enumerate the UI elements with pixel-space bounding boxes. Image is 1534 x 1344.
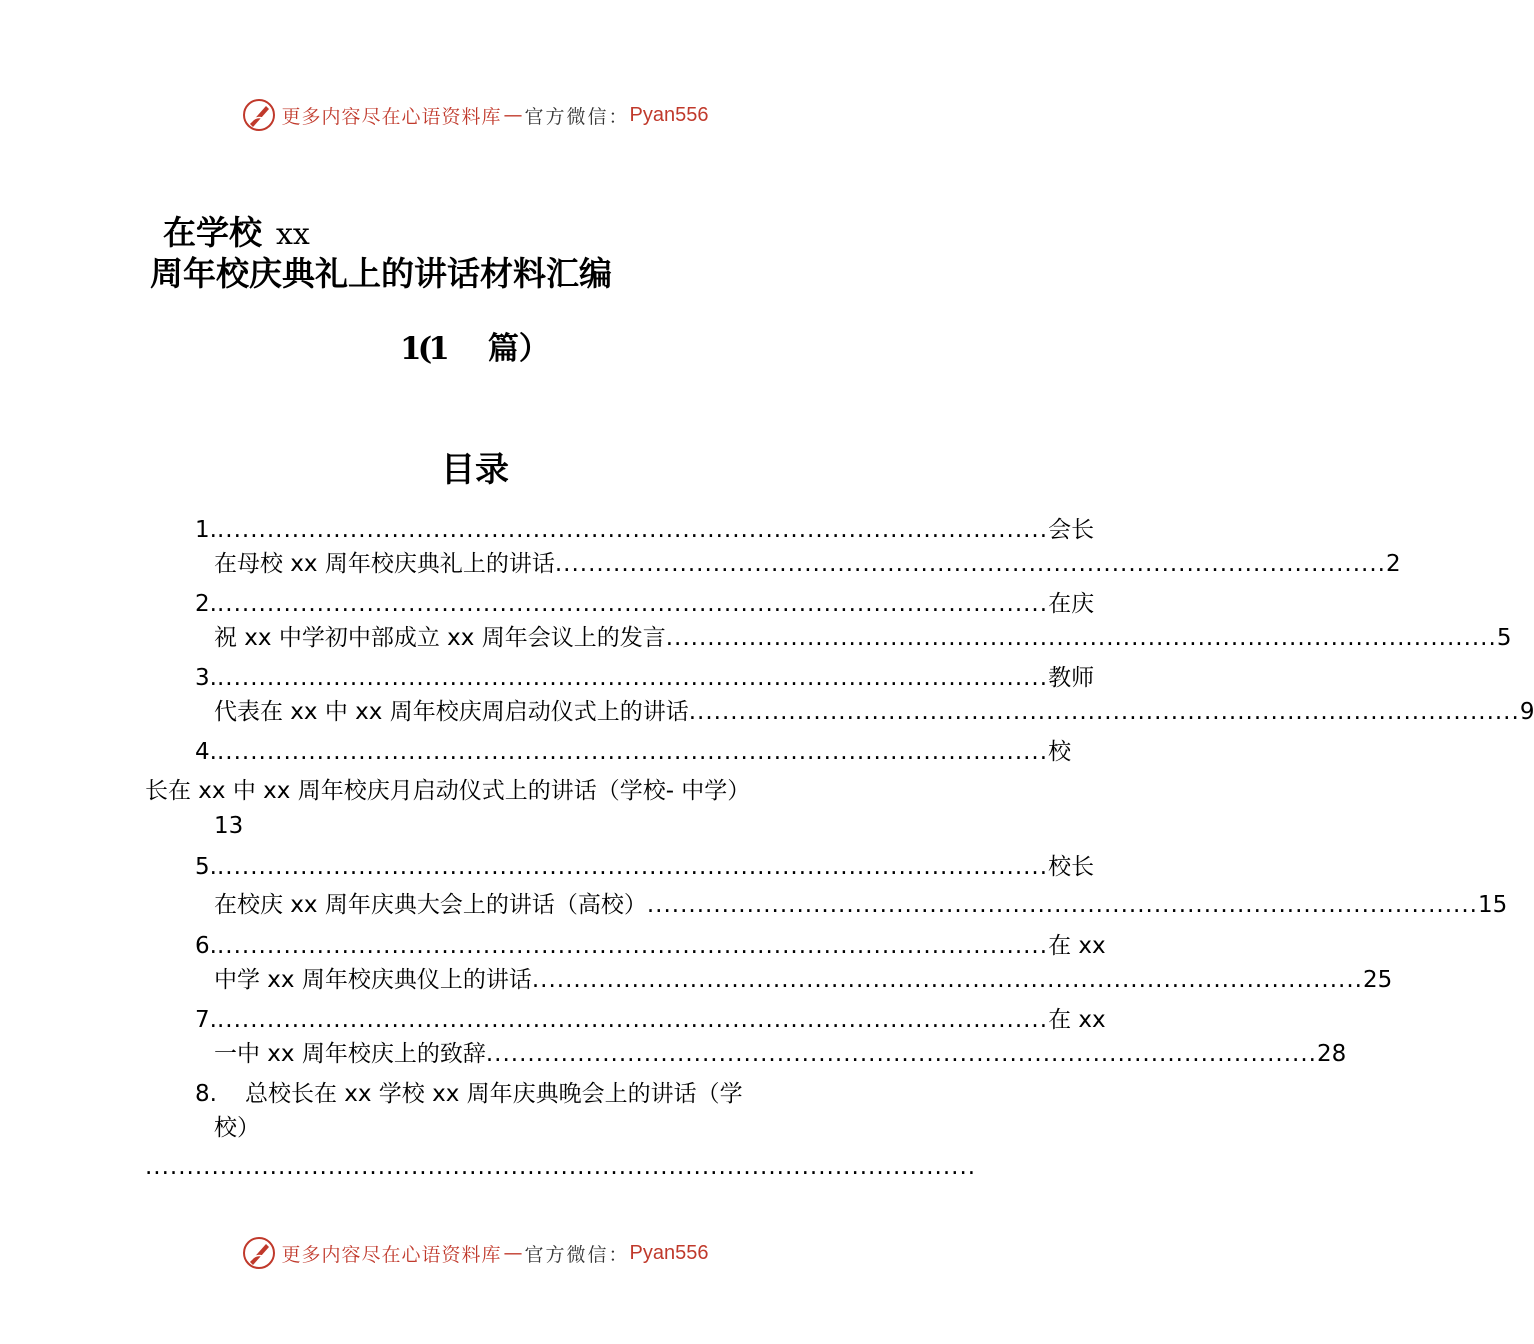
quill-logo-icon [242,1236,276,1270]
toc-text: 会长 [1048,517,1095,543]
banner-official: 官方微信： [524,1243,630,1266]
dot-leader: .................................................................................................... [485,1041,1317,1067]
dot-leader: .................................................................................................... [216,933,1049,959]
toc-text: 教师 [1048,665,1095,691]
toc-entry-6-line-2[interactable] [214,965,1393,995]
dot-leader: .................................................................................................... [554,551,1386,577]
toc-entry-7-line-1[interactable] [195,1005,1106,1035]
title-line-2: 周年校庆典礼上的讲话材料汇编 [150,254,612,293]
banner-text: 更多内容尽在心语资料库 [281,105,502,128]
banner-separator: — [503,104,523,126]
title-xx: xx [276,217,310,252]
toc-num: 6. [195,933,217,959]
toc-text: 在庆 [1048,591,1095,617]
toc-entry-8-line-2[interactable]: 校） [214,1115,260,1141]
toc-text: 一中 xx 周年校庆上的致辞 [214,1041,486,1067]
toc-entry-8-line-1[interactable] [195,1079,743,1109]
toc-num: 4. [195,739,217,765]
toc-entry-7-line-2[interactable] [214,1039,1347,1069]
toc-entry-1-line-1[interactable] [195,515,1095,545]
toc-entry-5-line-2[interactable] [214,890,1508,920]
toc-text: 中学 xx 周年校庆典仪上的讲话 [214,967,532,993]
banner-wechat-id: Pyan556 [629,1241,709,1264]
toc-num: 2. [195,591,217,617]
quill-logo-icon [242,98,276,132]
toc-text: 在 xx [1048,1007,1106,1033]
toc-text: 祝 xx 中学初中部成立 xx 周年会议上的发言 [214,625,666,651]
toc-page: 25 [1362,967,1393,993]
count-number: 1(1 [400,331,446,367]
toc-text: 在校庆 xx 周年庆典大会上的讲话（高校） [214,892,647,918]
title-count [400,323,550,368]
toc-text: 在 xx [1048,933,1106,959]
toc-heading: 目录 [441,450,509,490]
dot-leader: .................................................................................................... [216,591,1049,617]
toc-entry-8-dot-leader: .................................................................................................... [145,1154,977,1180]
toc-text: 在母校 xx 周年校庆典礼上的讲话 [214,551,555,577]
toc-entry-3-line-2[interactable] [214,697,1534,727]
banner-separator: — [503,1242,523,1264]
dot-leader: .................................................................................................... [216,739,1049,765]
toc-text: 代表在 xx 中 xx 周年校庆周启动仪式上的讲话 [214,699,689,725]
toc-entry-3-line-1[interactable] [195,663,1095,693]
toc-num: 1. [195,517,217,543]
count-label: 篇） [487,331,550,367]
toc-text: 校 [1048,739,1072,765]
toc-num: 3. [195,665,217,691]
toc-entry-2-line-2[interactable] [214,623,1512,653]
toc-page: 15 [1477,892,1508,918]
dot-leader: .................................................................................................... [531,967,1363,993]
toc-entry-5-line-1[interactable] [195,852,1095,882]
banner-wechat-id: Pyan556 [629,103,709,126]
dot-leader: .................................................................................................... [216,665,1049,691]
toc-entry-4-page: 13 [214,813,244,839]
toc-num: 7. [195,1007,217,1033]
toc-page: 28 [1316,1041,1347,1067]
dot-leader: .................................................................................................... [646,892,1478,918]
banner-text: 更多内容尽在心语资料库 [281,1243,502,1266]
toc-page: 9 [1519,699,1534,725]
toc-entry-6-line-1[interactable] [195,931,1106,961]
dot-leader: .................................................................................................... [688,699,1520,725]
dot-leader: .................................................................................................... [216,1007,1049,1033]
footer-banner [0,1233,950,1273]
dot-leader: .................................................................................................... [665,625,1497,651]
toc-text: 总校长在 xx 学校 xx 周年庆典晚会上的讲话（学 [244,1081,743,1107]
toc-page: 2 [1385,551,1401,577]
dot-leader: .................................................................................................... [216,854,1049,880]
dot-leader: .................................................................................................... [216,517,1049,543]
toc-entry-1-line-2[interactable] [214,549,1401,579]
toc-entry-4-line-2[interactable]: 长在 xx 中 xx 周年校庆月启动仪式上的讲话（学校- 中学） [145,778,751,804]
toc-page: 5 [1496,625,1512,651]
toc-num: 5. [195,854,217,880]
header-banner [0,95,950,135]
title-line-1 [163,207,310,254]
title-main: 在学校 [163,213,262,252]
toc-entry-4-line-1[interactable] [195,737,1072,767]
toc-num: 8. [195,1081,217,1107]
toc-text: 校长 [1048,854,1095,880]
toc-entry-2-line-1[interactable] [195,589,1095,619]
banner-official: 官方微信： [524,105,630,128]
